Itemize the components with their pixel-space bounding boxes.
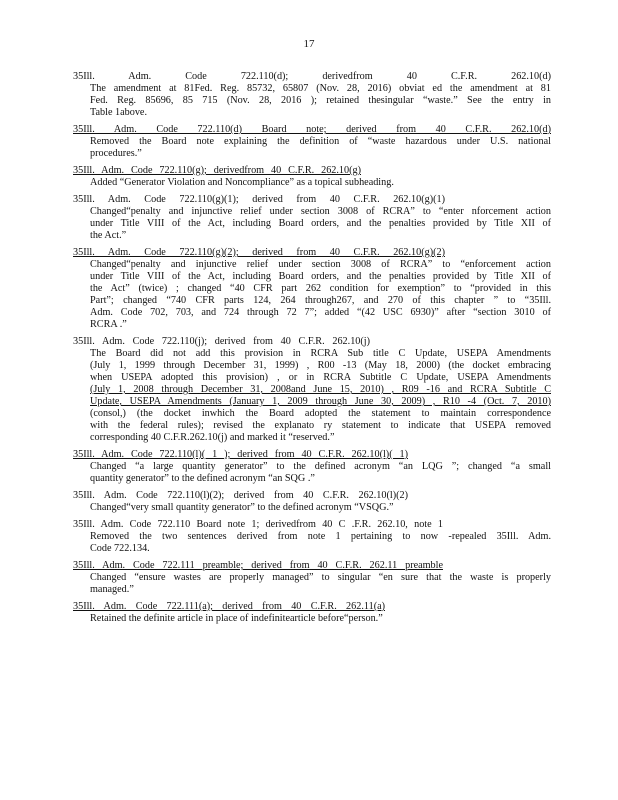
description-line: Changed“very small quantity generator” to the defined acronym “VSQG.”: [90, 502, 394, 513]
list-item: [73, 247, 551, 331]
description-line: the Act.”: [90, 230, 127, 241]
entry-description: [90, 572, 551, 596]
entry-citation: 35Ill. Adm. Code 722.111 preamble; derived from 40 C.F.R. 262.11 preamble: [73, 560, 443, 571]
description-line: the Act” (twice) ; changed “40 CFR part 262 condition for exemption” to “provided in this: [90, 283, 551, 294]
entry-description: [90, 259, 551, 331]
description-line: Retained the definite article in place of indefinitearticle before“person.”: [90, 613, 383, 624]
list-item: [73, 165, 551, 189]
entry-citation: 35Ill. Adm. Code 722.110(g)(2); derived from 40 C.F.R. 262.10(g)(2): [73, 247, 445, 258]
description-line: procedures.”: [90, 148, 142, 159]
description-line: Changed“penalty and injunctive relief under section 3008 of RCRA” to “enter nforcement action: [90, 206, 551, 217]
entry-citation: 35Ill. Adm. Code 722.110 Board note 1; derivedfrom 40 C .F.R. 262.10, note 1: [73, 519, 443, 530]
list-item: [73, 519, 551, 555]
list-item: [73, 194, 551, 242]
description-line: Part”; changed “740 CFR parts 124, 264 through267, and 270 of this chapter ” to “35Ill.: [90, 295, 551, 306]
entry-description: [90, 83, 551, 119]
page-number: 17: [303, 38, 315, 50]
list-item: [73, 449, 551, 485]
entry-citation: 35Ill. Adm. Code 722.110(j); derived from 40 C.F.R. 262.10(j): [73, 336, 370, 347]
entry-description: [90, 502, 551, 514]
description-line: The amendment at 81Fed. Reg. 85732, 65807 (Nov. 28, 2016) obviat ed the amendment at 81: [90, 83, 551, 94]
list-item: [73, 601, 551, 625]
list-item: [73, 560, 551, 596]
description-line: corresponding 40 C.F.R.262.10(j) and marked it “reserved.”: [90, 432, 335, 443]
list-item: [73, 336, 551, 444]
entry-citation: 35Ill. Adm. Code 722.110(g)(1); derived from 40 C.F.R. 262.10(g)(1): [73, 194, 445, 205]
description-line: under Title VIII of the Act, including Board orders, and the penalties provided by Title XII of: [90, 218, 551, 229]
description-line: Table 1above.: [90, 107, 147, 118]
entry-citation: 35Ill. Adm. Code 722.110(d); derivedfrom 40 C.F.R. 262.10(d): [73, 71, 551, 82]
changes-list: [73, 71, 551, 630]
entry-description: [90, 206, 551, 242]
list-item: [73, 124, 551, 160]
entry-citation: 35Ill. Adm. Code 722.111(a); derived from 40 C.F.R. 262.11(a): [73, 601, 385, 612]
entry-description: [90, 348, 551, 444]
entry-description: [90, 177, 551, 189]
list-item: [73, 71, 551, 119]
description-line: Fed. Reg. 85696, 85 715 (Nov. 28, 2016 ); retained thesingular “waste.” See the entry in: [90, 95, 551, 106]
description-line: quantity generator” to the defined acronym “an SQG .”: [90, 473, 315, 484]
description-line: Changed “ensure wastes are properly managed” to singular “en sure that the waste is properly: [90, 572, 551, 583]
description-line: when USEPA adopted this provision) , or in RCRA Subtitle C Update, USEPA Amendments: [90, 372, 551, 383]
description-line: under Title VIII of the Act, including Board orders, and the penalties provided by Title XII of: [90, 271, 551, 282]
entry-citation: 35Ill. Adm. Code 722.110(g); derivedfrom 40 C.F.R. 262.10(g): [73, 165, 361, 176]
description-line: Code 722.134.: [90, 543, 150, 554]
description-line: managed.”: [90, 584, 134, 595]
entry-citation: 35Ill. Adm. Code 722.110(d) Board note; derived from 40 C.F.R. 262.10(d): [73, 124, 551, 135]
description-line: Added “Generator Violation and Noncompliance” as a topical subheading.: [90, 177, 394, 188]
description-line: (July 1, 1999 through December 31, 1999) , R00 -13 (May 18, 2000) (the docket embracing: [90, 360, 551, 371]
description-line: RCRA .”: [90, 319, 127, 330]
entry-description: [90, 531, 551, 555]
description-line: Removed the Board note explaining the definition of “waste hazardous under U.S. national: [90, 136, 551, 147]
description-line: Changed “a large quantity generator” to the defined acronym “an LQG ”; changed “a small: [90, 461, 551, 472]
entry-description: [90, 613, 551, 625]
entry-description: [90, 461, 551, 485]
description-line: (July 1, 2008 through December 31, 2008and June 15, 2010) , R09 -16 and RCRA Subtitle C: [90, 384, 551, 395]
description-line: Adm. Code 702, 703, and 724 through 72 7”; added “(42 USC 6930)” after “section 3010 of: [90, 307, 551, 318]
description-line: (consol,) (the docket inwhich the Board adopted the statement to maintain correspondence: [90, 408, 551, 419]
description-line: Changed“penalty and injunctive relief under section 3008 of RCRA” to “enforcement action: [90, 259, 551, 270]
description-line: Removed the two sentences derived from note 1 pertaining to now -repealed 35Ill. Adm.: [90, 531, 551, 542]
entry-description: [90, 136, 551, 160]
entry-citation: 35Ill. Adm. Code 722.110(l)(2); derived from 40 C.F.R. 262.10(l)(2): [73, 490, 408, 501]
description-line: The Board did not add this provision in RCRA Sub title C Update, USEPA Amendments: [90, 348, 551, 359]
list-item: [73, 490, 551, 514]
description-line: with the federal rules); revised the explanato ry statement to indicate that USEPA removed: [90, 420, 551, 431]
description-line: Update, USEPA Amendments (January 1, 2009 through June 30, 2009) , R10 -4 (Oct. 7, 2010): [90, 396, 551, 407]
entry-citation: 35Ill. Adm. Code 722.110(l)( 1 ); derived from 40 C.F.R. 262.10(l)( 1): [73, 449, 408, 460]
